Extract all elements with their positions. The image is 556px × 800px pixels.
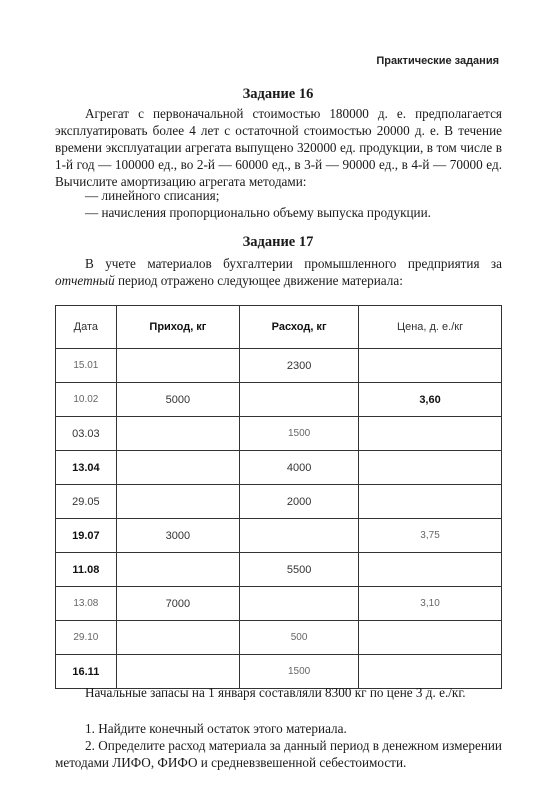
cell-expense (240, 587, 359, 621)
cell-income (116, 349, 239, 383)
col-header-income: Приход, кг (116, 306, 239, 349)
task17-intro-post: период отражено следующее движение материала: (114, 273, 403, 288)
cell-date: 11.08 (56, 553, 117, 587)
table-row (56, 451, 502, 485)
cell-date: 19.07 (56, 519, 117, 553)
cell-expense: 5500 (240, 553, 359, 587)
cell-expense (240, 519, 359, 553)
task16-title: Задание 16 (242, 86, 314, 102)
material-table (55, 305, 502, 689)
cell-price (359, 553, 502, 587)
task17-intro-em: отчетный (55, 273, 115, 288)
col-header-expense: Расход, кг (240, 306, 359, 349)
cell-price (359, 621, 502, 655)
cell-price (359, 349, 502, 383)
task17-question-1: 1. Найдите конечный остаток этого материала. (85, 721, 347, 736)
cell-expense: 1500 (240, 417, 359, 451)
task16-item-1: — линейного списания; (85, 188, 220, 203)
col-header-date: Дата (56, 306, 117, 349)
cell-price (359, 417, 502, 451)
table-row (56, 349, 502, 383)
task17-title: Задание 17 (242, 234, 314, 250)
cell-income (116, 417, 239, 451)
cell-price: 3,10 (359, 587, 502, 621)
task17-intro (55, 255, 502, 289)
cell-expense: 4000 (240, 451, 359, 485)
cell-price (359, 485, 502, 519)
cell-income (116, 451, 239, 485)
cell-date: 16.11 (56, 655, 117, 689)
table-row (56, 417, 502, 451)
cell-price (359, 451, 502, 485)
running-header: Практические задания (376, 55, 499, 67)
table-header-row (56, 306, 502, 349)
cell-income (116, 553, 239, 587)
cell-income: 3000 (116, 519, 239, 553)
task16-text: Агрегат с первоначальной стоимостью 180000 д. е. предполагается эксплуатировать более 4 лет с остаточной стоимостью 20000 д. е. В течение времени эксплуатации агрегата выпущено 320000 ед. продукции, в том числе в 1-й год — 100000 ед., во 2-й — 60000 ед., в 3-й — 90000 ед., в 4-й — 70000 ед. Вычислите амортизацию агрегата методами: (55, 106, 502, 189)
table-row (56, 621, 502, 655)
cell-date: 29.10 (56, 621, 117, 655)
cell-date: 10.02 (56, 383, 117, 417)
cell-expense: 2000 (240, 485, 359, 519)
cell-price: 3,60 (359, 383, 502, 417)
cell-expense: 500 (240, 621, 359, 655)
table-row (56, 383, 502, 417)
task17-question-2: 2. Определите расход материала за данный период в денежном измерении методами ЛИФО, ФИФО и средневзвешенной себестоимости. (55, 738, 502, 770)
col-header-price: Цена, д. е./кг (359, 306, 502, 349)
task17-intro-pre: В учете материалов бухгалтерии промышленного предприятия за (85, 256, 502, 271)
table-row (56, 553, 502, 587)
table-row (56, 485, 502, 519)
task16-item-2: — начисления пропорционально объему выпуска продукции. (85, 205, 431, 220)
cell-expense: 1500 (240, 655, 359, 689)
task17-after-text: Начальные запасы на 1 января составляли 8300 кг по цене 3 д. е./кг. (85, 685, 466, 700)
cell-income: 5000 (116, 383, 239, 417)
cell-income (116, 621, 239, 655)
table-row (56, 519, 502, 553)
cell-date: 13.08 (56, 587, 117, 621)
cell-income: 7000 (116, 587, 239, 621)
table-row (56, 587, 502, 621)
cell-expense: 2300 (240, 349, 359, 383)
cell-date: 13.04 (56, 451, 117, 485)
cell-expense (240, 383, 359, 417)
cell-date: 29.05 (56, 485, 117, 519)
cell-date: 03.03 (56, 417, 117, 451)
cell-date: 15.01 (56, 349, 117, 383)
cell-income (116, 485, 239, 519)
cell-price: 3,75 (359, 519, 502, 553)
